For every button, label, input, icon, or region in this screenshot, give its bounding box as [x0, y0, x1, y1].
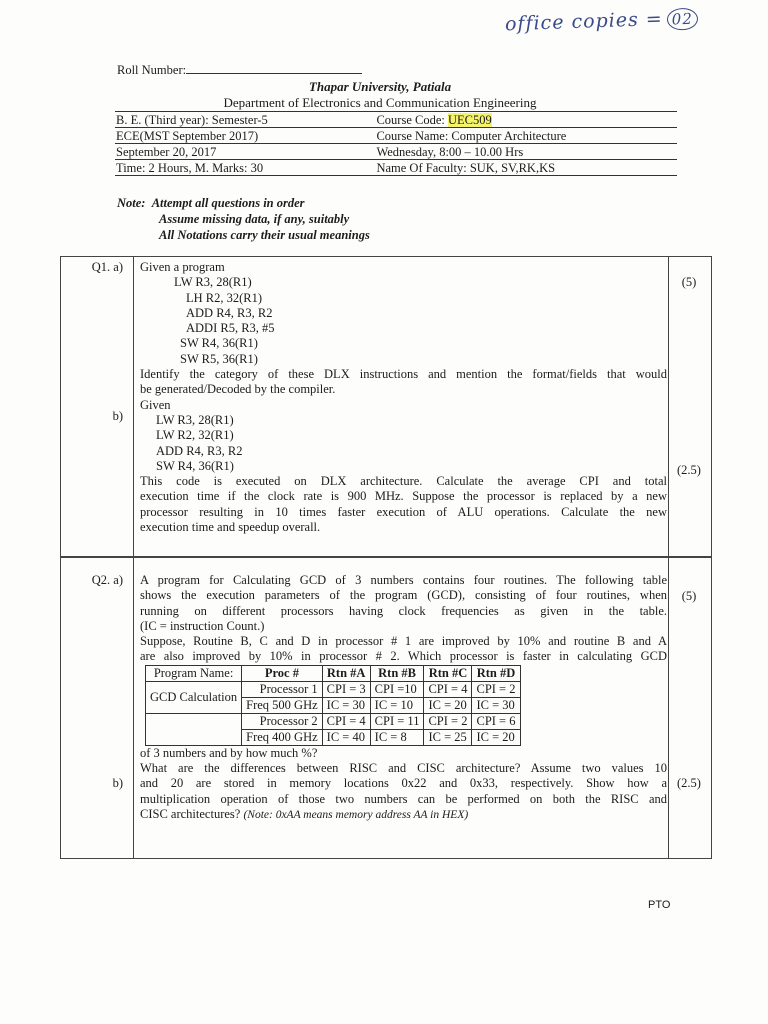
course-info-left: Time: 2 Hours, M. Marks: 30	[115, 160, 344, 176]
column-divider	[133, 557, 134, 858]
table-header-cell: Program Name:	[146, 665, 242, 681]
course-info-right	[344, 112, 677, 128]
q2b-text-line: multiplication operation of those two numbers can be performed on both the RISC and	[140, 791, 667, 806]
note-line: Assume missing data, if any, suitably	[159, 212, 350, 226]
code-line: SW R4, 36(R1)	[156, 458, 234, 473]
table-cell: IC = 8	[370, 729, 424, 745]
handwritten-text: office copies =	[504, 7, 664, 36]
gcd-parameters-table	[145, 665, 521, 746]
table-cell: IC = 25	[424, 729, 472, 745]
course-info-row	[115, 144, 677, 160]
note-label: Note:	[117, 196, 146, 210]
code-line: LW R2, 32(R1)	[156, 428, 234, 443]
table-header-cell: Rtn #D	[472, 665, 520, 681]
q1b-text-line: This code is executed on DLX architecture. Calculate the average CPI and total	[140, 474, 667, 489]
q1a-label: Q1. a)	[91, 260, 123, 274]
code-line: LW R3, 28(R1)	[156, 412, 234, 427]
table-cell: IC = 40	[322, 729, 370, 745]
course-info-left: ECE(MST September 2017)	[115, 128, 344, 144]
q1-body	[140, 260, 667, 535]
table-cell: CPI = 2	[424, 713, 472, 729]
note-line: All Notations carry their usual meanings	[159, 228, 370, 242]
column-divider	[668, 257, 669, 557]
code-line: LW R3, 28(R1)	[174, 275, 252, 290]
course-info-right: Course Name: Computer Architecture	[344, 128, 677, 144]
course-info-row	[115, 112, 677, 128]
q2a-text-line: running on different processors having clock frequencies as given in the table.	[140, 603, 667, 618]
program-name-cell: GCD Calculation	[146, 681, 242, 713]
q2a-text-line: (IC = instruction Count.)	[140, 618, 265, 633]
q2b-text-line	[140, 807, 667, 823]
q2b-text-line: and 20 are stored in memory locations 0x22 and 0x33, respectively. Show how a	[140, 776, 667, 791]
table-header-cell: Rtn #B	[370, 665, 424, 681]
q1a-text-line: Identify the category of these DLX instructions and mention the format/fields that would	[140, 367, 667, 382]
department-name: Department of Electronics and Communication Engineering	[223, 95, 537, 110]
table-cell: IC = 20	[472, 729, 520, 745]
q1a-text-line: be generated/Decoded by the compiler.	[140, 382, 336, 397]
table-header-cell: Rtn #A	[322, 665, 370, 681]
course-code-highlight: UEC509	[447, 112, 492, 127]
q1a-marks: (5)	[681, 275, 697, 289]
course-info-row	[115, 160, 677, 176]
table-empty-cell	[146, 713, 242, 745]
course-info-row	[115, 128, 677, 144]
q2b-text-last: CISC architectures?	[140, 806, 244, 821]
page-turn-over: PTO	[648, 899, 671, 911]
university-name: Thapar University, Patiala	[308, 79, 452, 94]
table-cell: CPI = 4	[424, 681, 472, 697]
q2a-label: Q2. a)	[91, 573, 123, 587]
q1b-text-line: execution time if the clock rate is 900 MHz. Suppose the processor is replaced by a new	[140, 489, 667, 504]
code-line: SW R5, 36(R1)	[180, 351, 258, 366]
q1b-marks: (2.5)	[677, 463, 701, 477]
course-info-table	[115, 111, 677, 176]
q2a-marks: (5)	[681, 589, 697, 603]
table-row	[146, 681, 521, 697]
q2b-marks: (2.5)	[677, 776, 701, 790]
course-info-left: September 20, 2017	[115, 144, 344, 160]
table-cell: Freq 400 GHz	[242, 729, 323, 745]
code-line: ADD R4, R3, R2	[186, 305, 273, 320]
q2b-label: b)	[112, 776, 123, 790]
roll-number-label: Roll Number:	[117, 63, 187, 77]
q1b-label: b)	[112, 409, 123, 423]
table-cell: CPI = 4	[322, 713, 370, 729]
table-cell: CPI = 6	[472, 713, 520, 729]
course-info-right: Name Of Faculty: SUK, SV,RK,KS	[344, 160, 677, 176]
q2b-note: (Note: 0xAA means memory address AA in HEX)	[243, 808, 469, 821]
course-info-left: B. E. (Third year): Semester-5	[115, 112, 344, 128]
table-cell: Processor 2	[242, 713, 323, 729]
table-cell: CPI =10	[370, 681, 424, 697]
q2b-text-line: What are the differences between RISC and CISC architecture? Assume two values 10	[140, 761, 667, 776]
course-info-right: Wednesday, 8:00 – 10.00 Hrs	[344, 144, 677, 160]
handwritten-annotation	[505, 6, 756, 37]
table-header-cell: Proc #	[242, 665, 323, 681]
note-line: Attempt all questions in order	[151, 196, 305, 210]
q1b-text-line: processor resulting in 10 times faster execution of ALU operations. Calculate the new	[140, 504, 667, 519]
table-cell: CPI = 3	[322, 681, 370, 697]
table-cell: CPI = 11	[370, 713, 424, 729]
column-divider	[133, 257, 134, 557]
code-line: LH R2, 32(R1)	[186, 290, 263, 305]
table-cell: CPI = 2	[472, 681, 520, 697]
code-line: ADDI R5, R3, #5	[186, 321, 275, 336]
q2a-text-line: shows the execution parameters of the program (GCD), consisting of four routines, when	[140, 588, 667, 603]
q1b-text-line: execution time and speedup overall.	[140, 520, 321, 535]
handwritten-circled-number: 02	[666, 8, 698, 31]
q2a-text-line: A program for Calculating GCD of 3 numbers contains four routines. The following table	[140, 573, 667, 587]
table-cell: IC = 20	[424, 697, 472, 713]
table-cell: IC = 10	[370, 697, 424, 713]
q2-body	[140, 573, 667, 823]
question-1-box	[60, 256, 712, 558]
q1a-intro: Given a program	[140, 260, 225, 274]
question-2-box	[60, 556, 712, 859]
roll-number	[117, 63, 362, 78]
table-cell: IC = 30	[322, 697, 370, 713]
table-cell: Processor 1	[242, 681, 323, 697]
q1b-intro: Given	[140, 397, 171, 412]
q2a-text-line: Suppose, Routine B, C and D in processor # 1 are improved by 10% and routine B and A	[140, 634, 667, 649]
code-line: ADD R4, R3, R2	[156, 443, 243, 458]
table-header-cell: Rtn #C	[424, 665, 472, 681]
q2a-text-line: are also improved by 10% in processor # 2. Which processor is faster in calculating GCD	[140, 649, 667, 664]
table-cell: IC = 30	[472, 697, 520, 713]
code-line: SW R4, 36(R1)	[180, 336, 258, 351]
q2a-tail: of 3 numbers and by how much %?	[140, 745, 318, 760]
table-row	[146, 713, 521, 729]
roll-number-line	[186, 63, 362, 74]
instructions-note	[117, 195, 370, 243]
table-header-row	[146, 665, 521, 681]
table-cell: Freq 500 GHz	[242, 697, 323, 713]
course-code-label: Course Code:	[376, 112, 448, 127]
